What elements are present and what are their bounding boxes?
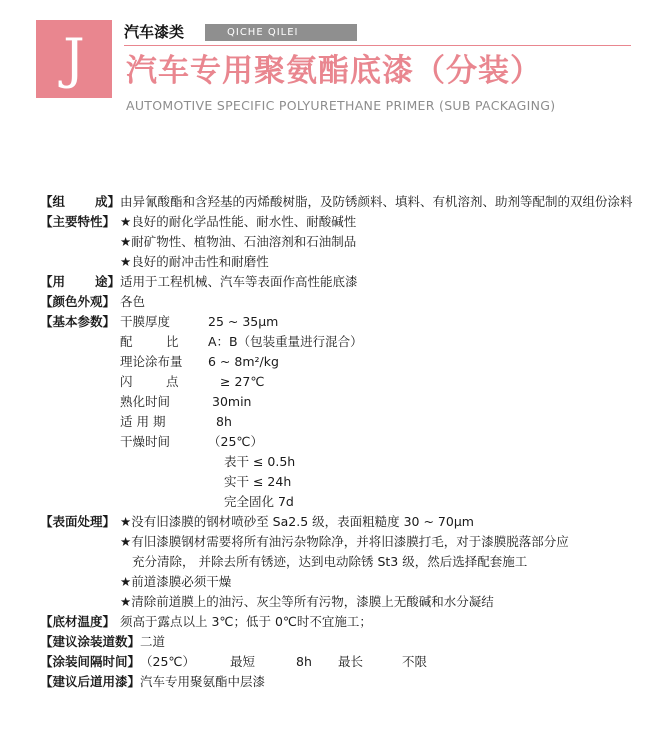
list-item: 充分清除， 并除去所有锈迹，达到电动除锈 St3 级，然后选择配套施工 [132, 554, 528, 569]
param-name: 适 用 期 [120, 414, 166, 429]
spec-value: 二道 [140, 634, 166, 649]
param-name: 比 [166, 334, 179, 349]
param-value: 6 ~ 8m²/kg [208, 354, 279, 369]
list-item: ★有旧漆膜钢材需要将所有油污杂物除净，并将旧漆膜打毛，对于漆膜脱落部分应 [120, 534, 569, 549]
spec-label [40, 192, 120, 212]
param-name: 干燥时间 [120, 434, 171, 449]
spec-row-params [40, 312, 640, 512]
spec-label: 【底材温度】 [40, 614, 116, 629]
param-value: 30min [212, 394, 252, 409]
param-value: 8h [216, 414, 232, 429]
spec-value [120, 212, 640, 272]
param-line [120, 472, 640, 492]
list-item: ★耐矿物性、植物油、石油溶剂和石油制品 [120, 234, 357, 249]
list-item: ★良好的耐冲击性和耐磨性 [120, 254, 269, 269]
header-divider [124, 45, 631, 46]
label-part: 途】 [94, 274, 120, 289]
product-title: 汽车专用聚氨酯底漆（分装） [126, 53, 542, 89]
param-line [120, 432, 640, 452]
list-item: ★没有旧漆膜的钢材喷砂至 Sa2.5 级，表面粗糙度 30 ~ 70μm [120, 514, 474, 529]
param-line [120, 312, 640, 332]
interval-max-label: 最长 [338, 654, 364, 669]
spec-value: 由异氰酸酯和含羟基的丙烯酸树脂，及防锈颜料、填料、有机溶剂、助剂等配制的双组份涂料 [120, 194, 633, 209]
spec-value: 汽车专用聚氨酯中层漆 [140, 674, 266, 689]
spec-value: 适用于工程机械、汽车等表面作高性能底漆 [120, 274, 358, 289]
interval-min-label: 最短 [230, 654, 256, 669]
param-line [120, 372, 640, 392]
param-line [120, 392, 640, 412]
spec-row-features [40, 212, 640, 272]
spec-row-coats [40, 632, 640, 652]
spec-label: 【基本参数】 [40, 314, 116, 329]
category-pinyin-bar: QICHE QILEI [205, 24, 357, 41]
spec-label [40, 272, 120, 292]
param-line [120, 452, 640, 472]
interval-min-value: 8h [296, 654, 312, 669]
spec-label: 【颜色外观】 [40, 294, 116, 309]
spec-row-composition [40, 192, 640, 212]
spec-row-substrate-temp [40, 612, 640, 632]
label-part: 成】 [94, 194, 120, 209]
spec-row-color [40, 292, 640, 312]
param-name: 配 [120, 334, 133, 349]
spec-body [40, 192, 640, 692]
spec-label: 【建议后道用漆】 [40, 674, 141, 689]
param-value: 实干 ≤ 24h [224, 474, 292, 489]
spec-value [140, 652, 640, 672]
spec-row-surface-treatment [40, 512, 640, 612]
param-name: 干膜厚度 [120, 314, 171, 329]
param-value: 25 ~ 35μm [208, 314, 279, 329]
spec-row-interval [40, 652, 640, 672]
category-title: 汽车漆类 [124, 23, 185, 41]
product-subtitle-en: AUTOMOTIVE SPECIFIC POLYURETHANE PRIMER (SUB PACKAGING) [126, 98, 556, 113]
param-line [120, 492, 640, 512]
param-value: （25℃） [208, 434, 263, 449]
spec-row-next-coat [40, 672, 640, 692]
spec-value [120, 312, 640, 512]
param-value: A：B（包装重量进行混合） [208, 334, 363, 349]
spec-value: 各色 [120, 294, 146, 309]
spec-label: 【建议涂装道数】 [40, 634, 141, 649]
list-item: ★良好的耐化学品性能、耐水性、耐酸碱性 [120, 214, 357, 229]
list-item: ★前道漆膜必须干燥 [120, 574, 232, 589]
section-letter-badge: J [36, 20, 112, 98]
label-part: 【组 [40, 194, 66, 209]
spec-row-usage [40, 272, 640, 292]
param-line [120, 332, 640, 352]
label-part: 【用 [40, 274, 66, 289]
param-value: 完全固化 7d [224, 494, 294, 509]
param-name: 熟化时间 [120, 394, 171, 409]
param-name: 点 [166, 374, 179, 389]
param-line [120, 412, 640, 432]
interval-temp: （25℃） [140, 654, 195, 669]
spec-label: 【涂装间隔时间】 [40, 654, 141, 669]
spec-label: 【主要特性】 [40, 214, 116, 229]
interval-max-value: 不限 [402, 654, 428, 669]
spec-value: 须高于露点以上 3℃；低于 0℃时不宜施工； [120, 614, 372, 629]
param-value: 表干 ≤ 0.5h [224, 454, 296, 469]
param-value: ≥ 27℃ [220, 374, 265, 389]
param-name: 闪 [120, 374, 133, 389]
list-item: ★清除前道膜上的油污、灰尘等所有污物，漆膜上无酸碱和水分凝结 [120, 594, 494, 609]
param-name: 理论涂布量 [120, 354, 183, 369]
param-line [120, 352, 640, 372]
spec-label: 【表面处理】 [40, 514, 116, 529]
spec-value [120, 512, 640, 612]
